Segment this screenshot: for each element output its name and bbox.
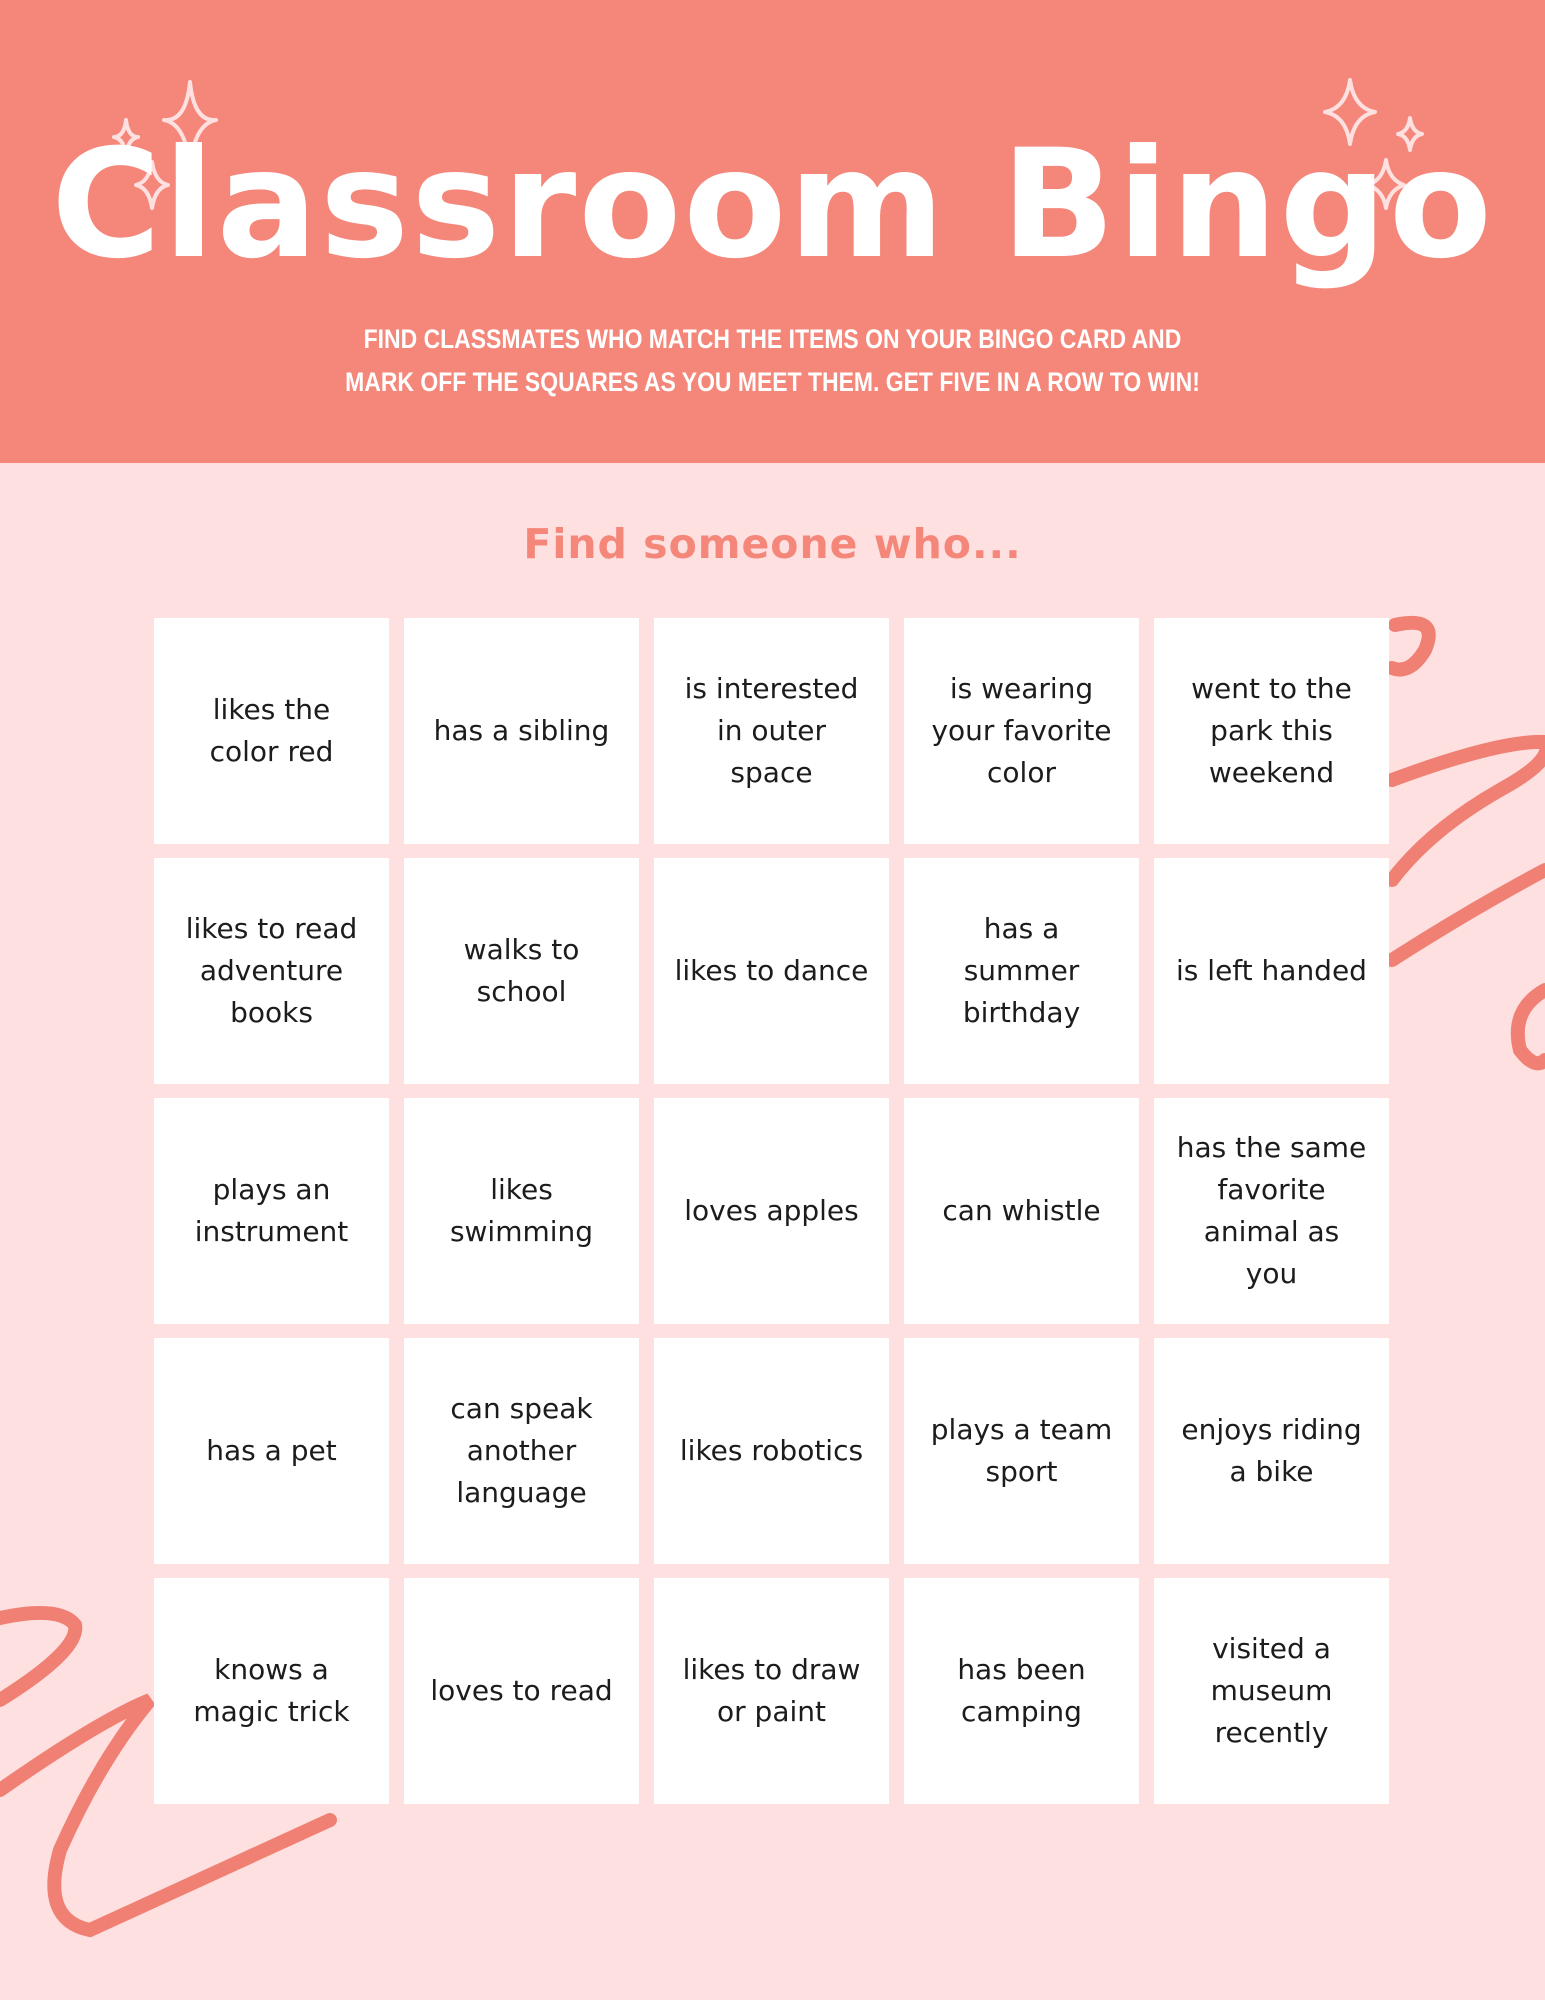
bingo-cell[interactable]: can speak another language bbox=[404, 1338, 639, 1564]
bingo-cell[interactable]: has a summer birthday bbox=[904, 858, 1139, 1084]
bingo-cell[interactable]: plays an instrument bbox=[154, 1098, 389, 1324]
find-someone-heading: Find someone who... bbox=[523, 520, 1022, 568]
bingo-cell[interactable]: has been camping bbox=[904, 1578, 1139, 1804]
bingo-cell[interactable]: plays a team sport bbox=[904, 1338, 1139, 1564]
bingo-cell[interactable]: has a sibling bbox=[404, 618, 639, 844]
bingo-cell[interactable]: likes to draw or paint bbox=[654, 1578, 889, 1804]
bingo-cell[interactable]: is wearing your favorite color bbox=[904, 618, 1139, 844]
instructions-text: FIND CLASSMATES WHO MATCH THE ITEMS ON YOUR BINGO CARD AND MARK OFF THE SQUARES AS YOU MEET THEM. GET FIVE IN A ROW TO WIN! bbox=[345, 324, 1200, 397]
bingo-cell[interactable]: visited a museum recently bbox=[1154, 1578, 1389, 1804]
bingo-cell[interactable]: has the same favorite animal as you bbox=[1154, 1098, 1389, 1324]
bingo-cell[interactable]: is interested in outer space bbox=[654, 618, 889, 844]
bingo-cell[interactable]: has a pet bbox=[154, 1338, 389, 1564]
bingo-cell[interactable]: can whistle bbox=[904, 1098, 1139, 1324]
bingo-cell[interactable]: went to the park this weekend bbox=[1154, 618, 1389, 844]
bingo-cell[interactable]: likes to read adventure books bbox=[154, 858, 389, 1084]
page-title: Classroom Bingo bbox=[51, 118, 1494, 292]
bingo-cell[interactable]: walks to school bbox=[404, 858, 639, 1084]
bingo-cell[interactable]: loves to read bbox=[404, 1578, 639, 1804]
bingo-cell[interactable]: enjoys riding a bike bbox=[1154, 1338, 1389, 1564]
scribble-top-right bbox=[1392, 623, 1545, 1064]
bingo-cell[interactable]: likes to dance bbox=[654, 858, 889, 1084]
bingo-cell[interactable]: likes swimming bbox=[404, 1098, 639, 1324]
bingo-cell[interactable]: likes the color red bbox=[154, 618, 389, 844]
bingo-grid bbox=[154, 618, 1390, 1804]
bingo-cell[interactable]: is left handed bbox=[1154, 858, 1389, 1084]
bingo-cell[interactable]: loves apples bbox=[654, 1098, 889, 1324]
bingo-cell[interactable]: likes robotics bbox=[654, 1338, 889, 1564]
bingo-cell[interactable]: knows a magic trick bbox=[154, 1578, 389, 1804]
